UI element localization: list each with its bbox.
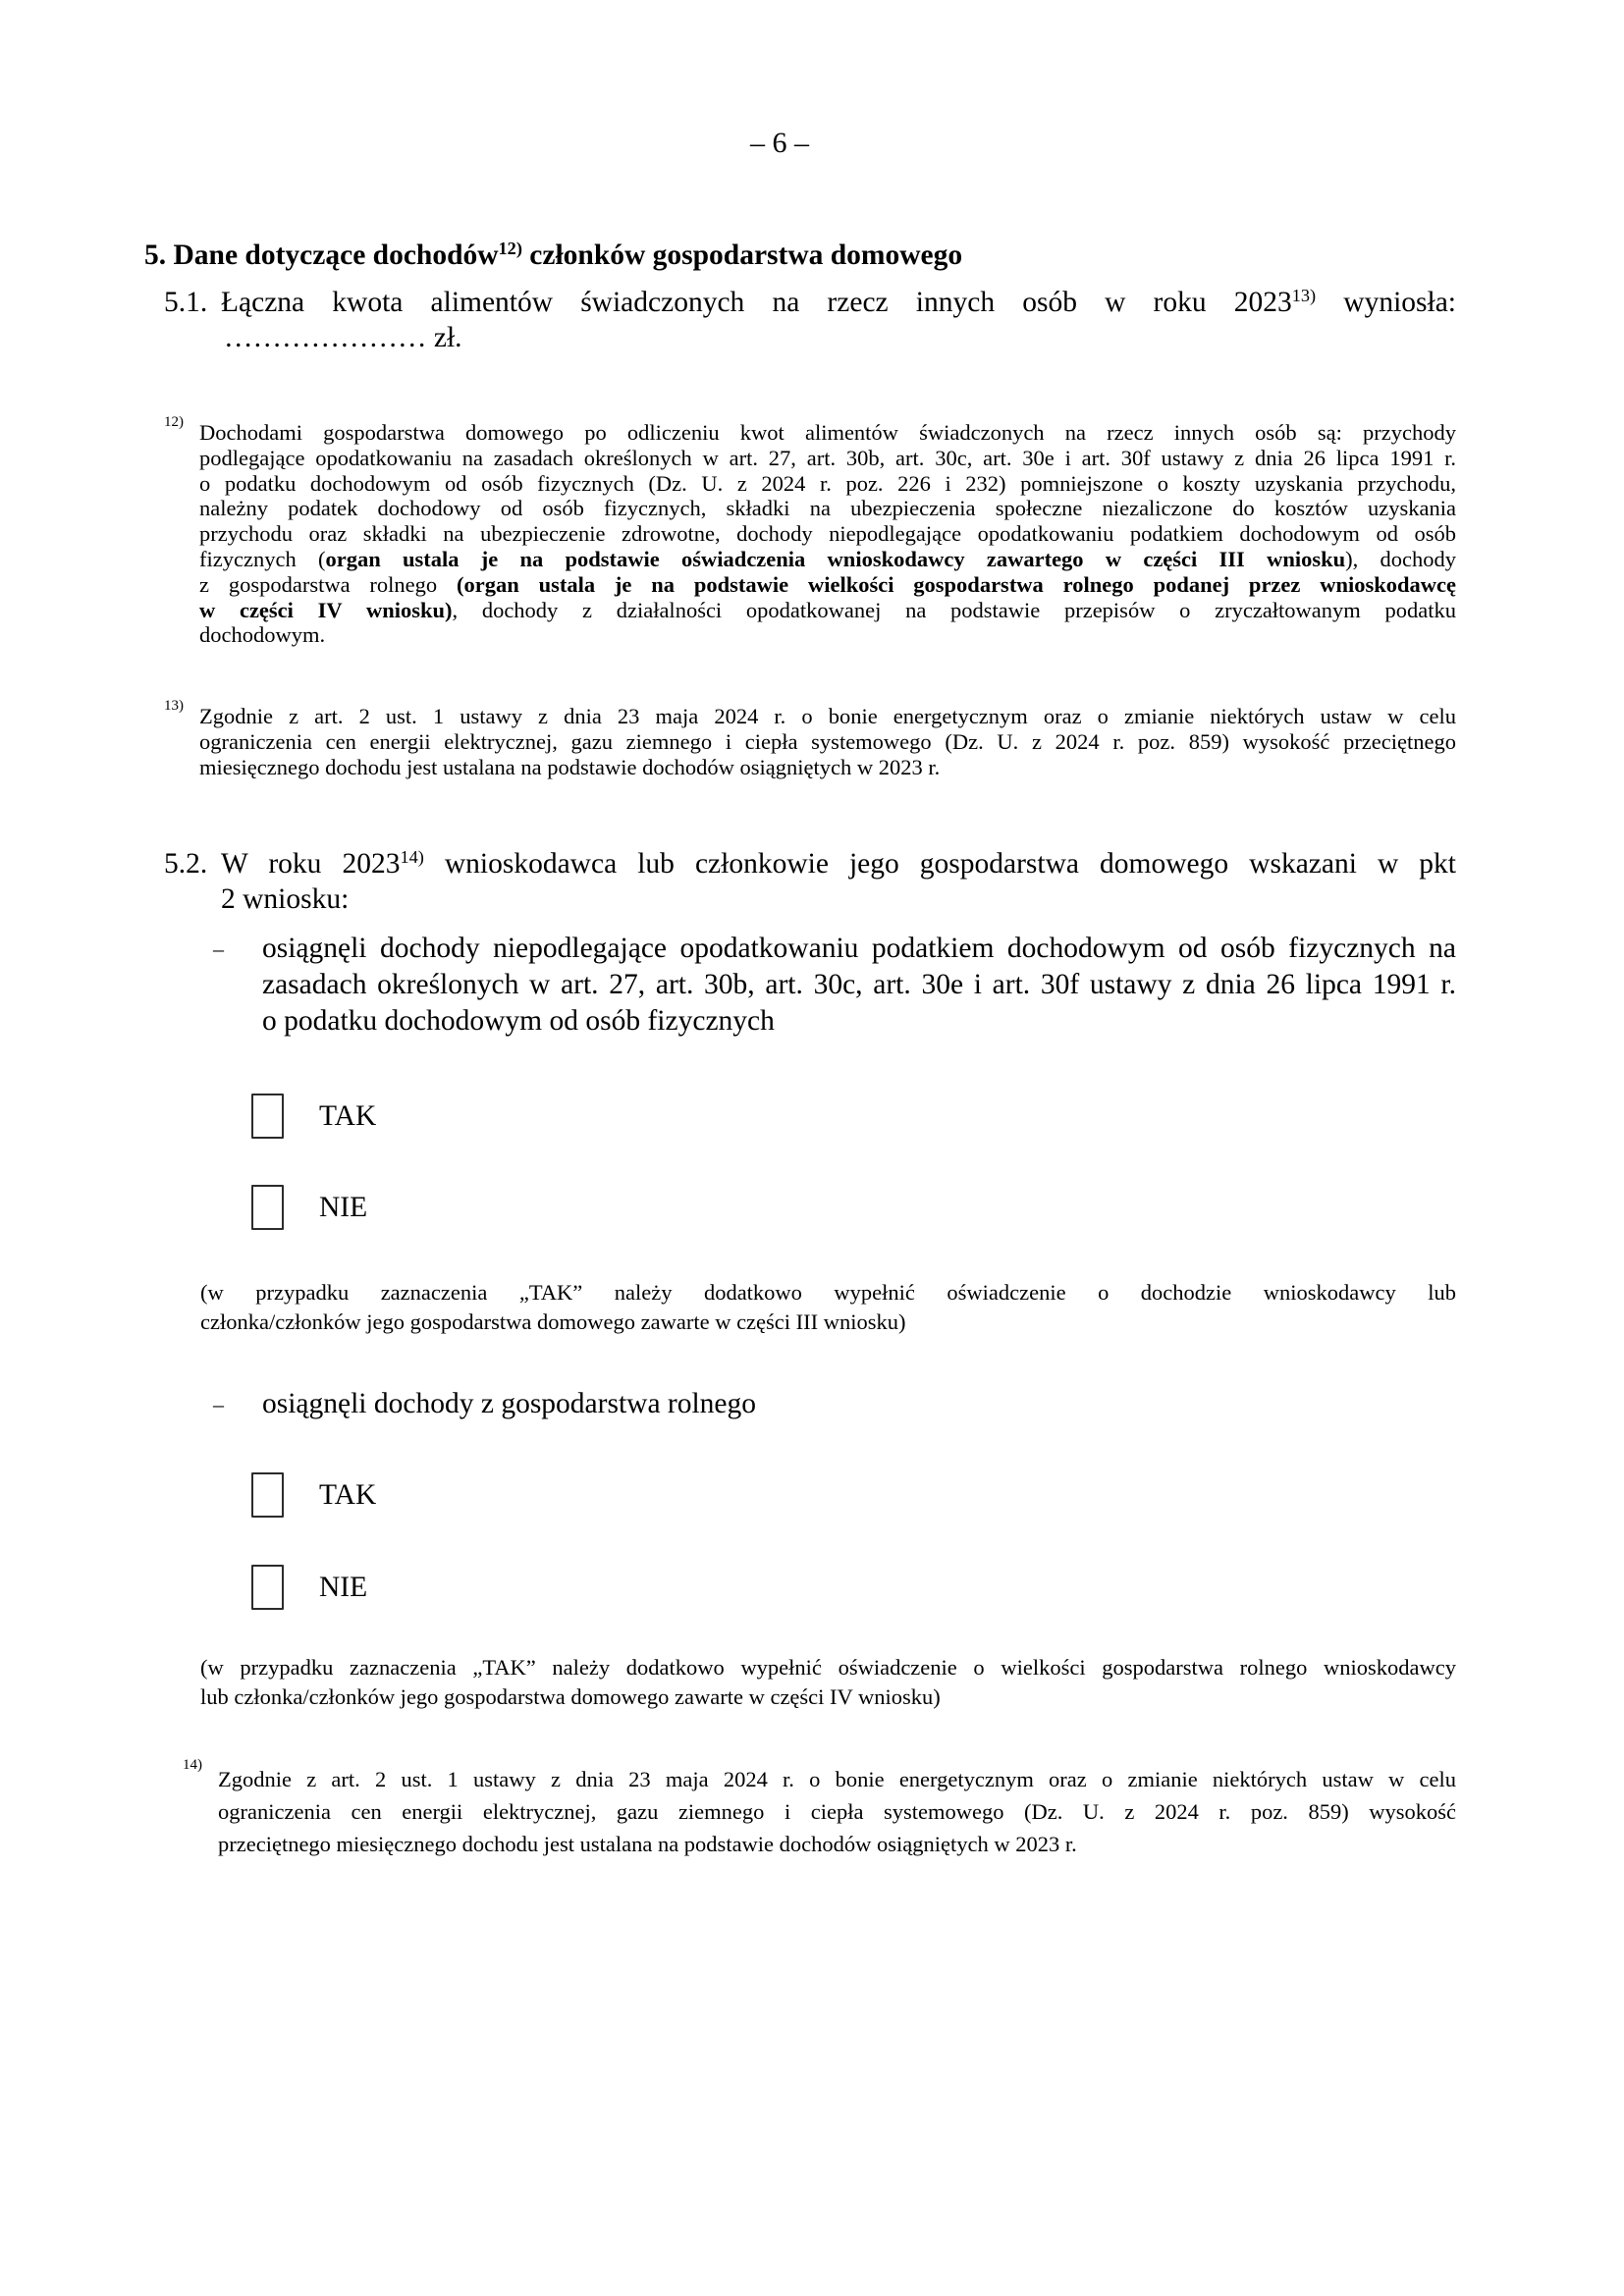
footnote-text: z gospodarstwa rolnego (199, 571, 457, 597)
untaxed-income-nie-checkbox[interactable] (251, 1185, 284, 1230)
footnote-line: przeciętnego miesięcznego dochodu jest ustalana na podstawie dochodów osiągniętych w 2023 r. (218, 1832, 1077, 1856)
footnote-14-body (218, 1763, 1456, 1860)
checkbox-label-nie: NIE (319, 1572, 368, 1603)
item-number: 5.2. (164, 848, 208, 880)
footnote-line (199, 572, 1456, 598)
heading-text: 5. Dane dotyczące dochodów (144, 240, 499, 271)
footnote-mark: 13) (164, 698, 184, 714)
alimony-amount-field[interactable]: ………………… (224, 322, 427, 353)
bullet-text (262, 931, 1456, 1040)
item-5-1-text-end: wyniosła: (1316, 287, 1457, 318)
footnote-13 (164, 698, 1456, 779)
bullet-line: o podatku dochodowym od osób fizycznych (262, 1005, 775, 1037)
heading-text-cont: członków gospodarstwa domowego (521, 240, 963, 271)
alimony-amount-row (224, 320, 1456, 355)
untaxed-income-tak-checkbox[interactable] (251, 1094, 284, 1139)
bullet-line: zasadach określonych w art. 27, art. 30b, art. 30c, art. 30e i art. 30f ustawy z dnia 26 lipca 1991 r. (262, 969, 1456, 1000)
footnote-line (199, 598, 1456, 623)
footnote-line: Zgodnie z art. 2 ust. 1 ustawy z dnia 23 maja 2024 r. o bonie energetycznym oraz o zmianie niektórych ustaw w celu (199, 704, 1456, 728)
footnote-14 (183, 1757, 1456, 1860)
item-5-2-text-end: wnioskodawca lub członkowie jego gospodarstwa domowego wskazani w pkt (423, 848, 1456, 880)
bullet-untaxed-income (213, 931, 1456, 1040)
checkbox-label-tak: TAK (319, 1100, 377, 1132)
note-line: członka/członków jego gospodarstwa domowego zawarte w części III wniosku) (200, 1309, 906, 1334)
footnote-line: o podatku dochodowym od osób fizycznych (Dz. U. z 2024 r. poz. 226 i 232) pomniejszone o koszty uzyskania przychodu, (199, 470, 1456, 496)
farm-income-nie-checkbox[interactable] (251, 1565, 284, 1610)
bullet-farm-income (213, 1386, 1456, 1422)
dash-bullet-icon: – (213, 1392, 224, 1416)
footnote-line: Zgodnie z art. 2 ust. 1 ustawy z dnia 23 maja 2024 r. o bonie energetycznym oraz o zmianie niektórych ustaw w celu (218, 1767, 1456, 1791)
instruction-note-part-iii (200, 1278, 1456, 1337)
footnote-text: fizycznych ( (199, 546, 326, 571)
footnote-mark: 12) (164, 414, 184, 430)
item-5-1-text (221, 285, 1456, 320)
footnote-bold-text: w części IV wniosku) (199, 597, 453, 622)
footnote-line: ograniczenia cen energii elektrycznej, gazu ziemnego i ciepła systemowego (Dz. U. z 2024 r. poz. 859) wysokość (218, 1799, 1456, 1824)
footnote-ref-12[interactable]: 12) (498, 238, 522, 258)
dash-bullet-icon: – (213, 936, 224, 961)
item-5-2 (164, 846, 1456, 917)
footnote-bold-text: (organ ustala je na podstawie wielkości gospodarstwa rolnego podanej przez wnioskodawcę (456, 571, 1456, 597)
page-number: – 6 – (750, 127, 809, 159)
footnote-text: ), dochody (1345, 546, 1456, 571)
note-line: (w przypadku zaznaczenia „TAK” należy dodatkowo wypełnić oświadczenie o dochodzie wnioskodawcy lub (200, 1280, 1456, 1305)
instruction-note-part-iv (200, 1653, 1456, 1712)
note-line: (w przypadku zaznaczenia „TAK” należy dodatkowo wypełnić oświadczenie o wielkości gospodarstwa rolnego wnioskodawcy (200, 1655, 1456, 1680)
footnote-line: dochodowym. (199, 622, 326, 648)
footnote-mark: 14) (183, 1757, 202, 1773)
footnote-ref-13[interactable]: 13) (1291, 285, 1317, 305)
item-5-2-text (221, 846, 1456, 881)
farm-income-tak-checkbox[interactable] (251, 1472, 284, 1518)
item-5-1-text-main: Łączna kwota alimentów świadczonych na rzecz innych osób w roku 2023 (221, 287, 1292, 318)
footnote-line: podlegające opodatkowaniu na zasadach określonych w art. 27, art. 30b, art. 30c, art. 30e i art. 30f ustawy z dnia 26 lipca 1991 r. (199, 445, 1456, 470)
footnote-bold-text: organ ustala je na podstawie oświadczenia wnioskodawcy zawartego w części III wniosku (325, 546, 1346, 571)
currency-label: zł. (433, 322, 462, 353)
bullet-line: osiągnęli dochody z gospodarstwa rolnego (262, 1388, 757, 1419)
footnote-12-body (199, 420, 1456, 648)
footnote-line: Dochodami gospodarstwa domowego po odliczeniu kwot alimentów świadczonych na rzecz innych osób są: przychody (199, 420, 1456, 445)
section-heading (144, 238, 962, 273)
item-5-1 (164, 285, 1456, 355)
item-5-2-text-cont: 2 wniosku: (221, 883, 350, 915)
checkbox-label-nie: NIE (319, 1192, 368, 1223)
footnote-text: , dochody z działalności opodatkowanej na podstawie przepisów o zryczałtowanym podatku (452, 597, 1456, 622)
bullet-text (262, 1386, 1456, 1422)
footnote-12 (164, 414, 1456, 648)
checkbox-label-tak: TAK (319, 1479, 377, 1511)
footnote-line: należny podatek dochodowy od osób fizycznych, składki na ubezpieczenia społeczne niezaliczone do kosztów uzyskania (199, 496, 1456, 521)
bullet-line: osiągnęli dochody niepodlegające opodatkowaniu podatkiem dochodowym od osób fizycznych na (262, 933, 1456, 964)
footnote-line: miesięcznego dochodu jest ustalana na podstawie dochodów osiągniętych w 2023 r. (199, 754, 941, 779)
item-5-2-text-main: W roku 2023 (221, 848, 401, 880)
footnote-line: przychodu oraz składki na ubezpieczenie zdrowotne, dochody niepodlegające opodatkowaniu podatkiem dochodowym od osób (199, 521, 1456, 547)
footnote-line (199, 547, 1456, 572)
footnote-ref-14[interactable]: 14) (400, 846, 424, 867)
item-number: 5.1. (164, 287, 208, 318)
footnote-line: ograniczenia cen energii elektrycznej, gazu ziemnego i ciepła systemowego (Dz. U. z 2024 r. poz. 859) wysokość przeciętnego (199, 728, 1456, 754)
footnote-13-body (199, 704, 1456, 779)
note-line: lub członka/członków jego gospodarstwa domowego zawarte w części IV wniosku) (200, 1684, 941, 1709)
